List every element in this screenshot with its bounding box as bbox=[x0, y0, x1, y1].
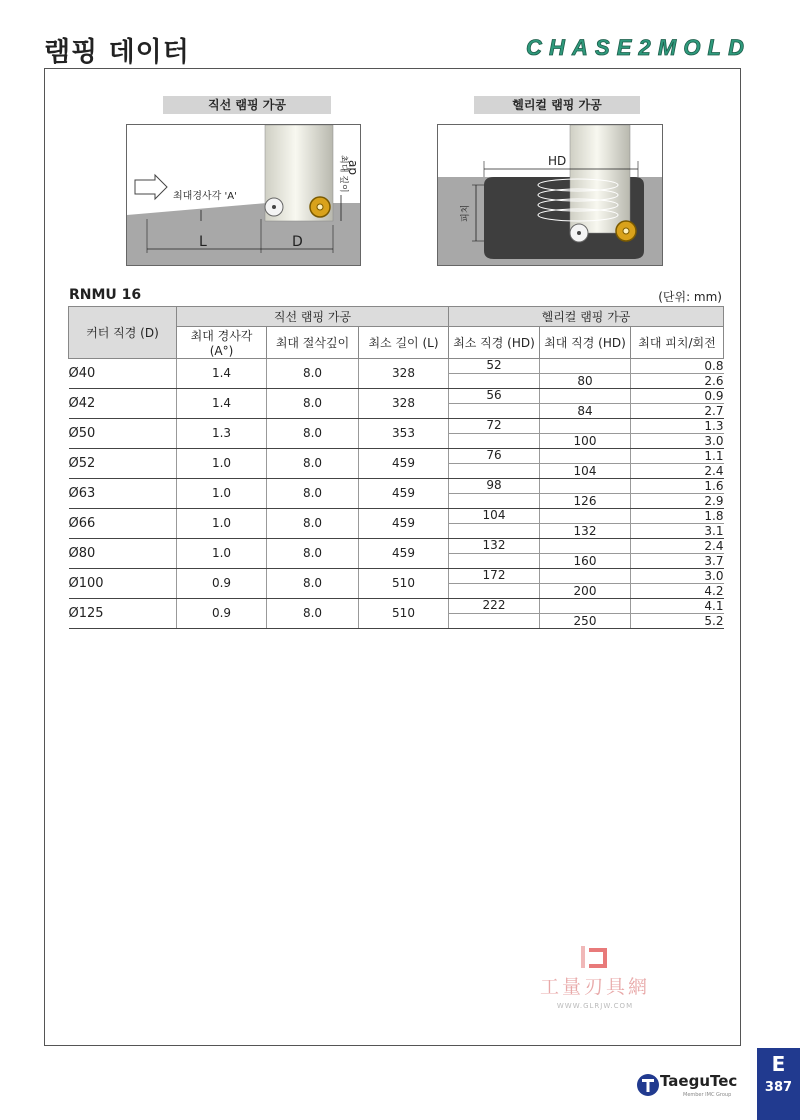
linear-ramping-illustration bbox=[127, 125, 360, 265]
cell-max-hd: 84 bbox=[540, 404, 631, 419]
cell-pitch: 2.7 bbox=[631, 404, 724, 419]
helical-diagram-label: 헬리컬 램핑 가공 bbox=[474, 96, 640, 114]
max-angle-label: 최대경사각 'A' bbox=[173, 191, 237, 202]
watermark-url: WWW.GLRJW.COM bbox=[556, 1002, 634, 1010]
cell-min-length: 328 bbox=[359, 359, 449, 389]
cell-pitch: 3.0 bbox=[631, 434, 724, 449]
table-row bbox=[69, 359, 724, 374]
cell-cutter-dia: Ø125 bbox=[69, 599, 177, 629]
cell-cutter-dia: Ø66 bbox=[69, 509, 177, 539]
cell-min-length: 510 bbox=[359, 599, 449, 629]
cell-cutter-dia: Ø63 bbox=[69, 479, 177, 509]
cell-max-angle: 1.0 bbox=[177, 539, 267, 569]
cell-max-depth: 8.0 bbox=[267, 539, 359, 569]
cell-pitch: 0.8 bbox=[631, 359, 724, 374]
cell-min-hd: 52 bbox=[449, 359, 540, 374]
brand-name: TaeguTec bbox=[660, 1072, 738, 1090]
cell-cutter-dia: Ø100 bbox=[69, 569, 177, 599]
d-dimension-label: D bbox=[292, 234, 303, 250]
cell-min-hd: 76 bbox=[449, 449, 540, 464]
pitch-label: 피치 bbox=[461, 204, 471, 222]
cell-max-depth: 8.0 bbox=[267, 509, 359, 539]
l-dimension-label: L bbox=[199, 234, 207, 250]
cell-max-depth: 8.0 bbox=[267, 599, 359, 629]
cell-max-hd: 200 bbox=[540, 584, 631, 599]
header-max-angle: 최대 경사각 (A°) bbox=[177, 327, 267, 359]
logo-text: CHASE2MOLD bbox=[526, 35, 744, 60]
ramping-data-table bbox=[68, 306, 724, 629]
cell-cutter-dia: Ø42 bbox=[69, 389, 177, 419]
cell-min-length: 353 bbox=[359, 419, 449, 449]
header-min-length: 최소 길이 (L) bbox=[359, 327, 449, 359]
ap-label: ap bbox=[346, 160, 360, 175]
helical-ramping-illustration bbox=[438, 125, 662, 265]
table-row bbox=[69, 509, 724, 524]
cell-max-depth: 8.0 bbox=[267, 569, 359, 599]
cell-min-hd: 172 bbox=[449, 569, 540, 584]
cell-min-length: 510 bbox=[359, 569, 449, 599]
table-row bbox=[69, 539, 724, 554]
cell-pitch: 2.9 bbox=[631, 494, 724, 509]
cell-min-hd: 72 bbox=[449, 419, 540, 434]
cell-max-hd: 132 bbox=[540, 524, 631, 539]
cell-min-length: 459 bbox=[359, 509, 449, 539]
cell-max-depth: 8.0 bbox=[267, 479, 359, 509]
cell-min-hd: 98 bbox=[449, 479, 540, 494]
cell-pitch: 1.8 bbox=[631, 509, 724, 524]
table-body bbox=[69, 359, 724, 629]
header-cutter-dia: 커터 직경 (D) bbox=[69, 307, 177, 359]
cell-max-depth: 8.0 bbox=[267, 359, 359, 389]
cell-max-hd: 104 bbox=[540, 464, 631, 479]
cell-pitch: 3.0 bbox=[631, 569, 724, 584]
cell-max-depth: 8.0 bbox=[267, 389, 359, 419]
model-name: RNMU 16 bbox=[69, 287, 142, 303]
cell-pitch: 2.4 bbox=[631, 539, 724, 554]
table-row bbox=[69, 419, 724, 434]
section-letter: E bbox=[771, 1052, 786, 1076]
header-helical-group: 헬리컬 램핑 가공 bbox=[449, 307, 724, 327]
hd-dimension-label: HD bbox=[548, 154, 567, 168]
cell-max-angle: 0.9 bbox=[177, 569, 267, 599]
cell-max-hd: 100 bbox=[540, 434, 631, 449]
header-max-depth: 최대 절삭깊이 bbox=[267, 327, 359, 359]
cell-max-angle: 1.3 bbox=[177, 419, 267, 449]
cell-pitch: 0.9 bbox=[631, 389, 724, 404]
table-row bbox=[69, 449, 724, 464]
cell-pitch: 5.2 bbox=[631, 614, 724, 629]
cell-max-depth: 8.0 bbox=[267, 449, 359, 479]
arrow-right-icon bbox=[135, 175, 167, 199]
cell-min-length: 459 bbox=[359, 539, 449, 569]
cell-cutter-dia: Ø40 bbox=[69, 359, 177, 389]
cell-max-angle: 1.0 bbox=[177, 449, 267, 479]
brand-subtitle: Member IMC Group bbox=[683, 1092, 732, 1098]
table-row bbox=[69, 599, 724, 614]
cell-pitch: 4.2 bbox=[631, 584, 724, 599]
chase2mold-logo bbox=[522, 30, 748, 62]
cell-max-angle: 1.4 bbox=[177, 389, 267, 419]
table-row bbox=[69, 569, 724, 584]
cell-max-depth: 8.0 bbox=[267, 419, 359, 449]
cell-min-length: 459 bbox=[359, 479, 449, 509]
header-linear-group: 직선 램핑 가공 bbox=[177, 307, 449, 327]
header-min-hd: 최소 직경 (HD) bbox=[449, 327, 540, 359]
cell-max-angle: 1.4 bbox=[177, 359, 267, 389]
cell-cutter-dia: Ø80 bbox=[69, 539, 177, 569]
cell-max-hd: 160 bbox=[540, 554, 631, 569]
page-number: 387 bbox=[764, 1080, 793, 1095]
cell-min-length: 459 bbox=[359, 449, 449, 479]
section-tab bbox=[757, 1048, 800, 1120]
cell-pitch: 1.6 bbox=[631, 479, 724, 494]
cell-pitch: 3.1 bbox=[631, 524, 724, 539]
cell-pitch: 1.1 bbox=[631, 449, 724, 464]
cell-max-angle: 0.9 bbox=[177, 599, 267, 629]
cell-min-hd: 104 bbox=[449, 509, 540, 524]
cell-min-length: 328 bbox=[359, 389, 449, 419]
cell-pitch: 3.7 bbox=[631, 554, 724, 569]
header-max-pitch: 최대 피치/회전 bbox=[631, 327, 724, 359]
header-max-hd: 최대 직경 (HD) bbox=[540, 327, 631, 359]
cell-pitch: 4.1 bbox=[631, 599, 724, 614]
watermark-chinese: 工量刃具網 bbox=[539, 976, 650, 998]
cell-max-hd: 250 bbox=[540, 614, 631, 629]
cell-pitch: 2.6 bbox=[631, 374, 724, 389]
max-depth-label: 최대 깊이 bbox=[338, 155, 348, 193]
cell-min-hd: 222 bbox=[449, 599, 540, 614]
cell-pitch: 2.4 bbox=[631, 464, 724, 479]
page-title: 램핑 데이터 bbox=[44, 37, 190, 68]
cell-max-angle: 1.0 bbox=[177, 479, 267, 509]
table-row bbox=[69, 389, 724, 404]
watermark-logo-icon bbox=[575, 944, 615, 974]
watermark bbox=[520, 940, 670, 1015]
cell-min-hd: 132 bbox=[449, 539, 540, 554]
cell-min-hd: 56 bbox=[449, 389, 540, 404]
cell-cutter-dia: Ø52 bbox=[69, 449, 177, 479]
cell-cutter-dia: Ø50 bbox=[69, 419, 177, 449]
cell-max-hd: 126 bbox=[540, 494, 631, 509]
linear-diagram-label: 직선 램핑 가공 bbox=[163, 96, 331, 114]
linear-ramping-diagram bbox=[126, 124, 361, 266]
cell-max-angle: 1.0 bbox=[177, 509, 267, 539]
unit-label: (단위: mm) bbox=[658, 290, 722, 304]
helical-ramping-diagram bbox=[437, 124, 663, 266]
table-row bbox=[69, 479, 724, 494]
cell-max-hd: 80 bbox=[540, 374, 631, 389]
cell-pitch: 1.3 bbox=[631, 419, 724, 434]
